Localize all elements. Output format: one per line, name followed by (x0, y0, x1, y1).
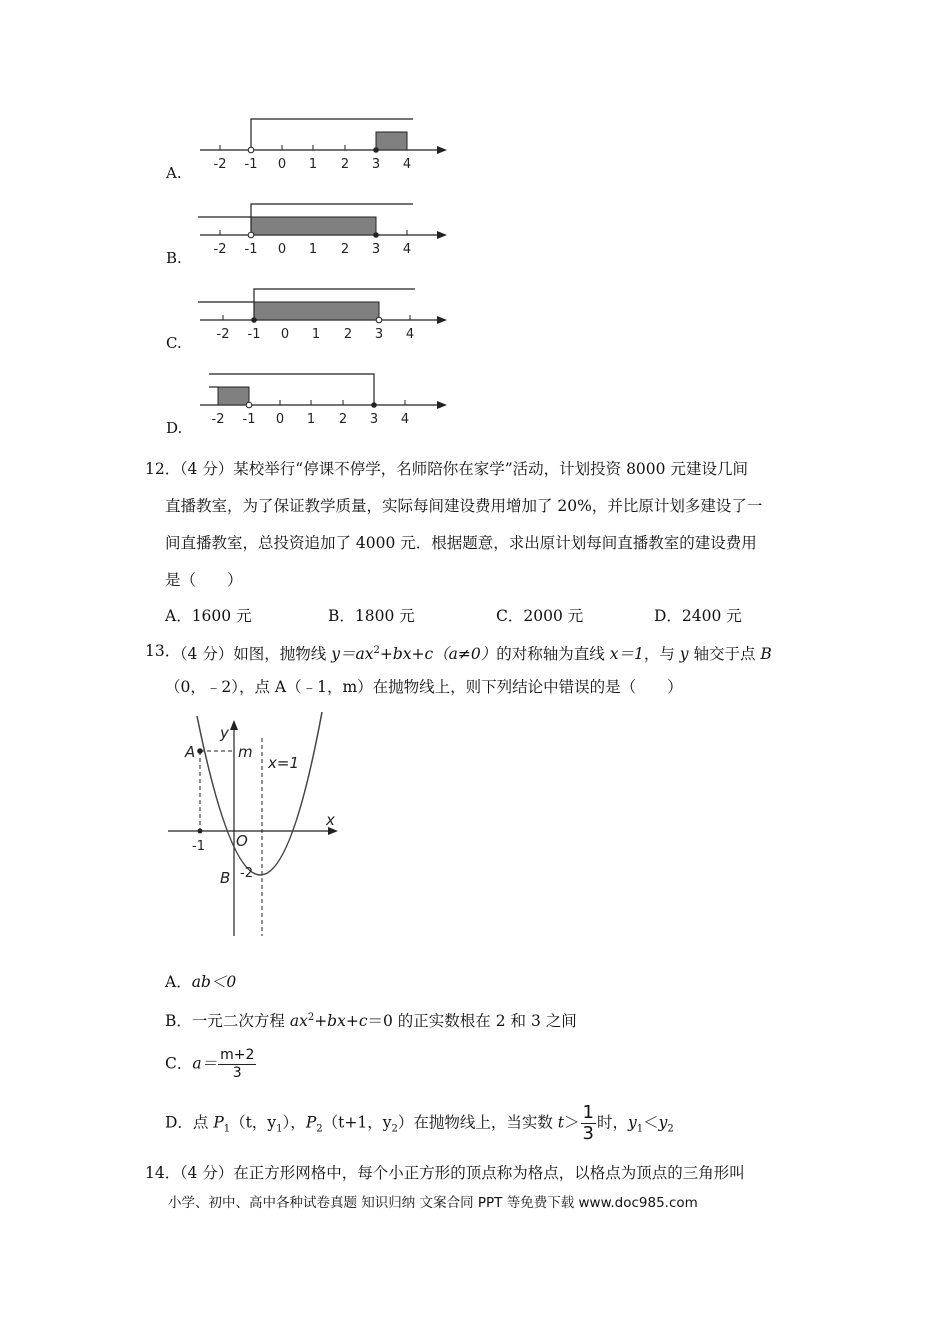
origin-label: O (236, 832, 248, 850)
q13-option-d: D．点 $P_1(t$，$y_1$），$P_2(t+1$，$y_2$）在抛物线上，当实数 t＞ $\frac{1}{3}$ 时，$y_1<y_2$ (165, 1102, 674, 1144)
number-line-b (195, 195, 455, 260)
q12-line-3: 间直播教室，总投资追加了 4000 元．根据题意，求出原计划每间直播教室的建设费用 (165, 534, 757, 552)
tick-label: -2 (213, 157, 227, 172)
tick-label: 4 (405, 327, 415, 342)
tick-label: 0 (280, 327, 290, 342)
option-a-label: A. (166, 164, 182, 182)
q14-line-1: （4 分）在正方形网格中，每个小正方形的顶点称为格点，以格点为顶点的三角形叫 (172, 1164, 745, 1182)
tick-label: 0 (275, 412, 285, 427)
number-line-d (195, 365, 455, 430)
tick-label: -2 (216, 327, 230, 342)
number-line-c (195, 280, 455, 345)
tick-label: 4 (402, 157, 412, 172)
tick-label: 1 (311, 327, 321, 342)
tick-label: 3 (374, 327, 384, 342)
option-b-label: B. (166, 249, 182, 267)
tick-label: -1 (247, 327, 261, 342)
tick-label: -1 (244, 242, 258, 257)
neg-two-label: -2 (240, 866, 253, 881)
neg-one-label: -1 (192, 839, 205, 854)
tick-label: -1 (242, 412, 256, 427)
q12-option-a: A．1600 元 (165, 607, 252, 625)
q12-line-4: 是（ ） (165, 571, 243, 589)
option-c-label: C. (166, 334, 182, 352)
q13-number: 13． (145, 642, 181, 660)
tick-label: 1 (306, 412, 316, 427)
tick-label: 2 (340, 242, 350, 257)
tick-label: 3 (369, 412, 379, 427)
tick-label: -2 (211, 412, 225, 427)
point-b-label: B (220, 869, 231, 887)
tick-label: 0 (277, 242, 287, 257)
tick-label: 3 (371, 157, 381, 172)
tick-label: 1 (308, 242, 318, 257)
option-d-label: D. (166, 419, 183, 437)
q12-line-1: （4 分）某校举行“停课不停学，名师陪你在家学”活动，计划投资 8000 元建设几间 (172, 460, 748, 478)
m-label: m (238, 743, 253, 761)
tick-label: 2 (340, 157, 350, 172)
point-a-label: A (185, 743, 196, 761)
tick-label: -1 (244, 157, 258, 172)
q13-option-a: A．ab＜0 (165, 973, 237, 991)
q13-option-c: C．a＝ $\frac{m+2}{3}$ (165, 1047, 255, 1081)
symmetry-axis-label: x=1 (268, 754, 299, 772)
x-axis-label: x (326, 811, 335, 829)
tick-label: 1 (308, 157, 318, 172)
tick-label: 2 (338, 412, 348, 427)
q13-line-2: （0，﹣2），点 A（﹣1，m）在抛物线上，则下列结论中错误的是（ ） (165, 678, 683, 696)
tick-label: 2 (343, 327, 353, 342)
tick-label: -2 (213, 242, 227, 257)
tick-label: 3 (371, 242, 381, 257)
q12-number: 12． (145, 460, 181, 478)
q12-option-d: D．2400 元 (654, 607, 742, 625)
tick-label: 4 (402, 242, 412, 257)
parabola-graph (160, 708, 350, 943)
y-axis-label: y (220, 724, 229, 742)
q12-line-2: 直播教室，为了保证教学质量，实际每间建设费用增加了 20%，并比原计划多建设了一 (165, 497, 763, 515)
tick-label: 4 (400, 412, 410, 427)
q12-option-c: C．2000 元 (496, 607, 584, 625)
q13-option-b: B．一元二次方程 $ax^2+bx+c=0$ 的正实数根在 2 和 3 之间 (165, 1012, 577, 1031)
footer-watermark: 小学、初中、高中各种试卷真题 知识归纳 文案合同 PPT 等免费下载 www.doc985.com (168, 1195, 698, 1211)
q14-number: 14． (145, 1164, 181, 1182)
q13-line-1: （4 分）如图，抛物线 $y=ax^2+bx+c(a\ne 0)$的对称轴为直线 x＝1，与 y 轴交于点 B (172, 645, 772, 664)
q12-option-b: B．1800 元 (328, 607, 415, 625)
tick-label: 0 (277, 157, 287, 172)
number-line-a (195, 110, 455, 175)
